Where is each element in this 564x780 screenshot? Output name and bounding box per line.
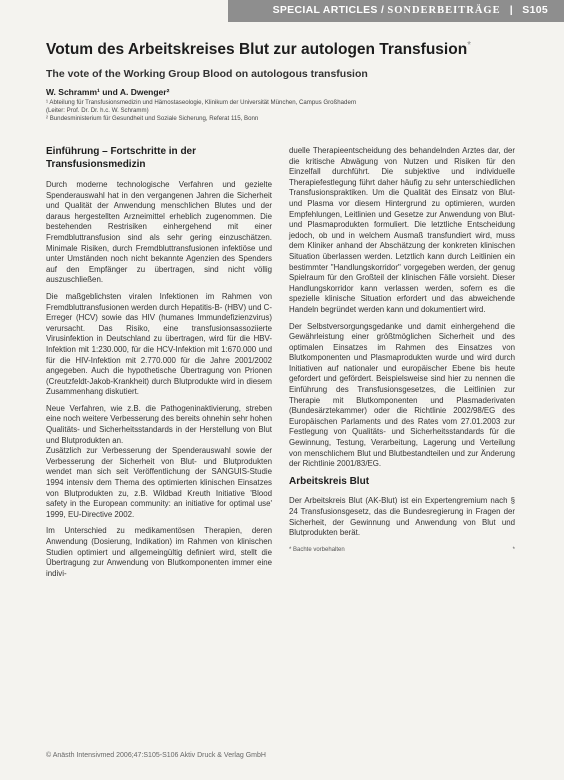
footnote bbox=[289, 545, 515, 556]
section-heading-arbeitskreis: Arbeitskreis Blut bbox=[289, 475, 370, 487]
body-paragraph: Neue Verfahren, wie z.B. die Pathogeninaktivierung, streben eine noch weitere Verbesserung des bereits ohnehin sehr hohen Qualitäts- und Sicherheitsstandards in der Herstellung von Blut und Blutprodukten an. bbox=[46, 403, 272, 445]
running-header bbox=[273, 4, 548, 16]
header-divider: | bbox=[509, 4, 514, 16]
body-paragraph: Durch moderne technologische Verfahren und gezielte Spenderauswahl hat in den vergangenen Jahren die Sicherheit und Qualität der Anwendung menschlichen Blutes und der daraus hergestellten Arzneimittel erheblich zugenommen. Die bestehenden Restrisiken einhergehend mit einer Fremdbluttransfusion sind als sehr gering einzuschätzen. Minimale Risiken, durch Fremdbluttransfusionen infektiöse und unter Umständen noch nicht bekannte Agenzien des Spenders auf den Empfänger zu übertragen, sind nicht völlig auszuschließen. bbox=[46, 180, 272, 285]
affiliation-line: ² Bundesministerium für Gesundheit und Soziale Sicherung, Referat 115, Bonn bbox=[46, 115, 259, 123]
page-footer: © Anästh Intensivmed 2006;47:S105-S106 Aktiv Druck & Verlag GmbH bbox=[46, 752, 266, 759]
authors: W. Schramm¹ und A. Dwenger² bbox=[46, 87, 170, 97]
footnote-mark: * bbox=[512, 546, 515, 553]
section-label-en: SPECIAL ARTICLES bbox=[272, 4, 378, 16]
body-paragraph: Zusätzlich zur Verbesserung der Spenderauswahl sowie der Verbesserung der Sicherheit von Blut- und Blutprodukten wendet man sich seit Veröffentlichung der SANGUIS-Studie 1994 intensiv dem Thema des optimierten klinischen Einsatzes von Blutprodukten zu, z.B. Wildbad Kreuth Initiative 'Blood safety in the European community: an initiative for optimal use' 1999, EU-Directive 2002. bbox=[46, 446, 272, 519]
article-subtitle: The vote of the Working Group Blood on autologous transfusion bbox=[46, 68, 368, 80]
title-footnote-mark: * bbox=[467, 40, 472, 51]
body-paragraph: Im Unterschied zu medikamentösen Therapien, deren Anwendung (Dosierung, Indikation) im Rahmen von klinischen Studien optimiert und allgemeingültig definiert wird, stellt die Übertragung zur Anwendung von Blutkomponenten immer eine indivi- bbox=[46, 526, 272, 578]
footnote-text: * Bachte vorbehalten bbox=[289, 546, 345, 553]
body-paragraph: Der Arbeitskreis Blut (AK-Blut) ist ein Expertengremium nach § 24 Transfusionsgesetz, das die Bundesregierung in Fragen der Sicherheit, der Gewinnung und Anwendung von Blut und Blutprodukten berät. bbox=[289, 496, 515, 538]
body-paragraph: duelle Therapieentscheidung des behandelnden Arztes dar, der die kritische Abwägung von Nutzen und Risiken für den Einzelfall durchführt. Die subjektive und individuelle Therapiefestlegung führt daher häufig zu sehr unterschiedlichen Transfusionspraktiken. Um die Qualität des Einsatz von Blut- und Plasma vor diesem Hintergrund zu optimieren, wurden Empfehlungen, Leitlinien und Gesetze zur Anwendung von Blut- und Plasmaprodukten formuliert. Die letztliche Entscheidung jedoch, ob und in welchem Ausmaß transfundiert wird, muss dem Kliniker anhand der Abschätzung der konkreten klinischen Situation überlassen werden. Letztlich kann durch Leitlinien ein bestimmter "Handlungskorridor" vorgegeben werden, der genug Spielraum für den Großteil der klinischen Fälle vorsieht. Dieser Handlungskorridor kann verlassen werden, sofern es die spezielle klinische Situation erfordert und das abweichende Handeln begründet werden kann und dokumentiert wird. bbox=[289, 146, 515, 314]
affiliation-line: ¹ Abteilung für Transfusionsmedizin und Hämostaseologie, Klinikum der Universität München, Campus Großhadern bbox=[46, 99, 357, 106]
left-column bbox=[46, 146, 272, 585]
section-slash: / bbox=[380, 4, 385, 16]
section-label-de: SONDERBEITRÄGE bbox=[387, 5, 501, 16]
page-number: S105 bbox=[522, 4, 548, 16]
article-title-text: Votum des Arbeitskreises Blut zur autologen Transfusion bbox=[46, 41, 468, 59]
header-band bbox=[228, 0, 564, 22]
affiliation-line: (Leiter: Prof. Dr. Dr. h.c. W. Schramm) bbox=[46, 107, 149, 115]
right-column bbox=[289, 146, 515, 555]
article-title bbox=[46, 40, 546, 59]
body-paragraph: Der Selbstversorgungsgedanke und damit einhergehend die Gewährleistung einer größtmöglichen Sicherheit und des optimalen Einsatzes im Rahmen des Einsatzes von Blutkomponenten und Plasmaprodukten wurde und wird durch Initiativen auf nationaler und europäischer Ebene bis heute gefordert und gefördert. Beispielsweise sind hier zu nennen die Einführung des Transfusionsgesetzes, die Leitlinien zur Therapie mit Blutkomponenten und Plasmaderivaten (Bundesärztekammer) oder die Richtlinie 2002/98/EG des Europäischen Parlaments und des Rates vom 27.01.2003 zur Festlegung von Qualitäts- und Sicherheitsstandards für die Gewinnung, Testung, Verarbeitung, Lagerung und Verteilung von menschlichem Blut und Blutbestandteilen und zur Änderung der Richtlinie 2001/83/EG. bbox=[289, 321, 515, 469]
affiliations bbox=[46, 99, 536, 124]
section-heading-intro: Einführung – Fortschritte in der Transfusionsmedizin bbox=[46, 146, 197, 170]
body-paragraph: Die maßgeblichsten viralen Infektionen im Rahmen von Fremdbluttransfusionen werden durch Hepatitis-B- (HBV) und C-Erreger (HCV) sowie das HIV (humanes Immundefizienzvirus) verursacht. Das Risiko, eine transfusionsassoziierte Virusinfektion in Deutschland zu übertragen, wird für die HBV-Infektion mit 1:230.000, für die HCV-Infektion mit 1:670.000 und für die HIV-Infektion mit 2.770.000 für die Jahre 2001/2002 angegeben. Auch die hypothetische Übertragung von Prionen (Creutzfeldt-Jakob-Krankheit) durch Blutprodukte wird in diesem Zusammenhang diskutiert. bbox=[46, 291, 272, 397]
